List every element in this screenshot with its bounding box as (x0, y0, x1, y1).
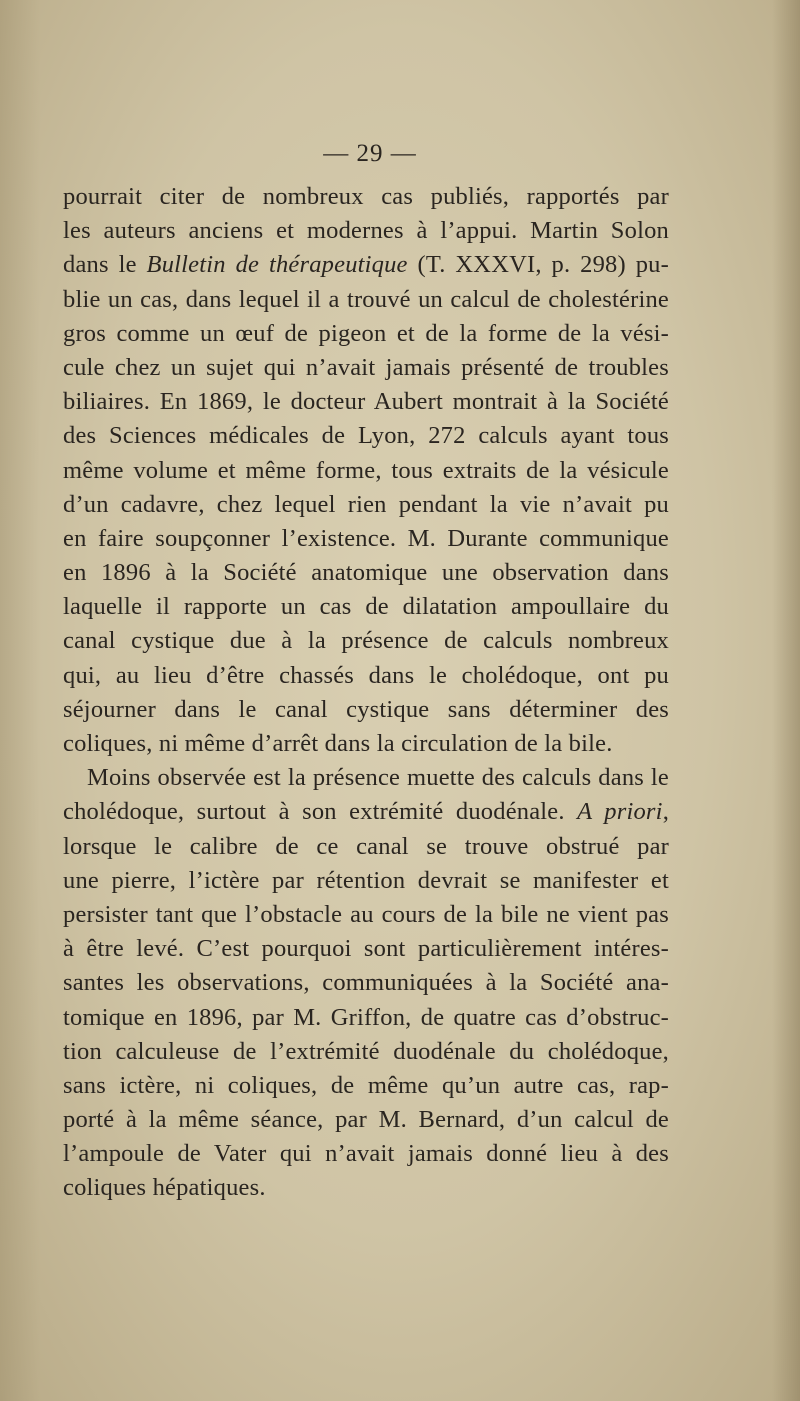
text-segment: des Sciences médicales de Lyon, 272 calculs ayant tous (63, 422, 669, 450)
text-segment: même volume et même forme, tous extraits de la vésicule (63, 456, 669, 484)
text-segment: tion calculeuse de l’extrémité duodénale du cholédoque, (63, 1037, 669, 1065)
text-segment: en faire soupçonner l’existence. M. Durante communique (63, 524, 669, 552)
text-segment: à être levé. C’est pourquoi sont particulièrement intéres- (63, 935, 669, 963)
text-line (63, 830, 669, 864)
text-segment: sans ictère, ni coliques, de même qu’un autre cas, rap- (63, 1071, 669, 1099)
text-line (63, 522, 669, 556)
text-segment: coliques, ni même d’arrêt dans la circulation de la bile. (63, 730, 613, 757)
italic-text-segment: Bulletin de thérapeutique (146, 251, 408, 279)
text-segment: les auteurs anciens et modernes à l’appui. Martin Solon (63, 217, 669, 245)
page-number: — 29 — (323, 140, 417, 167)
text-line (63, 932, 669, 966)
text-segment: pourrait citer de nombreux cas publiés, rapportés par (63, 183, 669, 210)
text-line (63, 727, 669, 761)
text-segment: (T. XXXVI, p. 298) pu- (407, 251, 669, 279)
text-line (63, 556, 669, 590)
text-segment: canal cystique due à la présence de calculs nombreux (63, 627, 669, 655)
text-segment: lorsque le calibre de ce canal se trouve obstrué par (63, 832, 669, 860)
text-line (63, 761, 669, 795)
text-line (63, 248, 669, 282)
text-segment: coliques hépatiques. (63, 1174, 266, 1202)
text-line (63, 966, 669, 1000)
text-segment: séjourner dans le canal cystique sans déterminer des (63, 695, 669, 723)
text-segment: Moins observée est la présence muette des calculs dans le (87, 764, 669, 792)
text-line (63, 1001, 669, 1035)
body-text (63, 180, 669, 1206)
text-line (63, 317, 669, 351)
text-line (63, 659, 669, 693)
text-line (63, 1035, 669, 1069)
text-line (63, 624, 669, 658)
text-segment: tomique en 1896, par M. Griffon, de quatre cas d’obstruc- (63, 1003, 669, 1031)
text-segment: persister tant que l’obstacle au cours de la bile ne vient pas (63, 900, 669, 928)
text-line (63, 795, 669, 829)
text-segment: blie un cas, dans lequel il a trouvé un calcul de cholestérine (63, 285, 669, 313)
text-segment: santes les observations, communiquées à la Société ana- (63, 969, 669, 997)
text-line (63, 488, 669, 522)
text-segment: une pierre, l’ictère par rétention devrait se manifester et (63, 866, 669, 894)
text-line (63, 590, 669, 624)
italic-text-segment: A priori (577, 798, 663, 826)
text-line (63, 419, 669, 453)
page-shadow-left (0, 0, 40, 1401)
text-segment: gros comme un œuf de pigeon et de la forme de la vési- (63, 319, 669, 347)
text-segment: d’un cadavre, chez lequel rien pendant la vie n’avait pu (63, 490, 669, 518)
text-segment: dans le (63, 251, 147, 279)
text-line (63, 351, 669, 385)
text-line (63, 864, 669, 898)
text-segment: en 1896 à la Société anatomique une observation dans (63, 559, 669, 587)
text-line (63, 1069, 669, 1103)
text-line (63, 1103, 669, 1137)
text-line (63, 693, 669, 727)
text-line (63, 180, 669, 214)
text-segment: porté à la même séance, par M. Bernard, d’un calcul de (63, 1106, 669, 1134)
text-line (63, 454, 669, 488)
text-line (63, 1137, 669, 1171)
text-segment: laquelle il rapporte un cas de dilatation ampoullaire du (63, 593, 669, 621)
text-line (63, 385, 669, 419)
text-segment: l’ampoule de Vater qui n’avait jamais donné lieu à des (63, 1140, 669, 1168)
text-segment: cholédoque, surtout à son extrémité duodénale. (63, 798, 578, 826)
text-segment: cule chez un sujet qui n’avait jamais présenté de troubles (63, 353, 669, 381)
text-segment: , (662, 798, 670, 826)
page-shadow-right (772, 0, 800, 1401)
text-segment: qui, au lieu d’être chassés dans le cholédoque, ont pu (63, 661, 669, 689)
text-line (63, 214, 669, 248)
text-line (63, 1171, 669, 1205)
text-line (63, 898, 669, 932)
text-line (63, 283, 669, 317)
text-segment: biliaires. En 1869, le docteur Aubert montrait à la Société (63, 388, 669, 416)
